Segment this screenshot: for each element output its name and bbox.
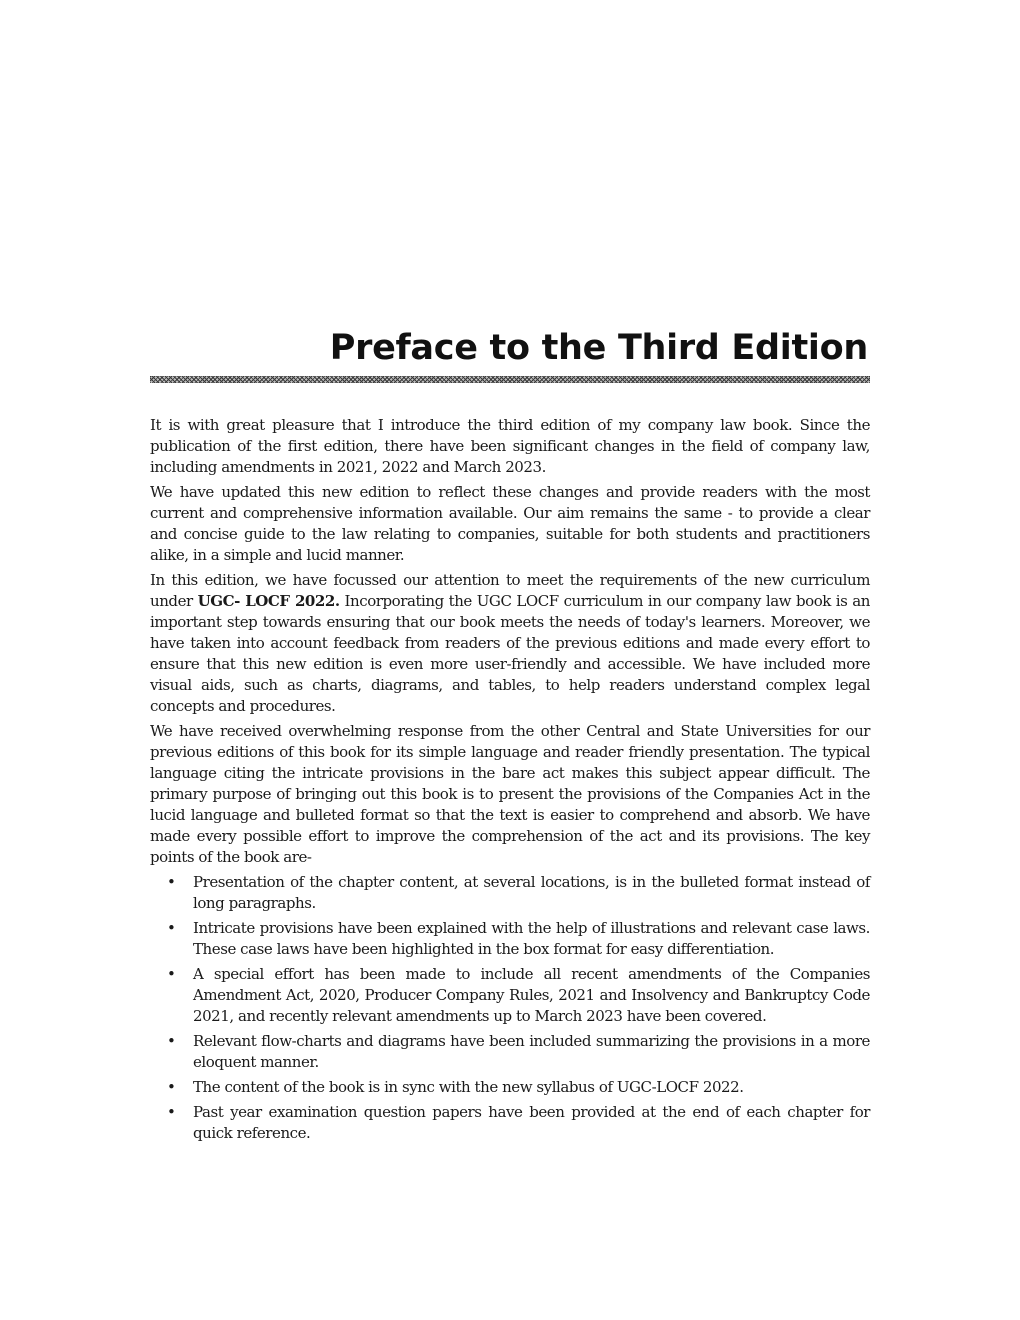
bullet-icon: • (167, 1032, 176, 1050)
list-item-text: Intricate provisions have been explained with the help of illustrations and relevant case laws. These case laws have been highlighted in the box format for easy differentiation. (193, 919, 870, 958)
list-item-text: A special effort has been made to include all recent amendments of the Companies Amendment Act, 2020, Producer Company Rules, 2021 and Insolvency and Bankruptcy Code 2021, and recently relevant amendments up to March 2023 have been covered. (193, 965, 870, 1025)
bullet-icon: • (167, 1103, 176, 1121)
curriculum-highlight: UGC- LOCF 2022. (197, 592, 340, 610)
list-item-text: Past year examination question papers have been provided at the end of each chapter for quick reference. (193, 1103, 870, 1142)
key-points-list (150, 872, 870, 1144)
list-item (150, 1102, 870, 1144)
title-divider (150, 376, 870, 383)
paragraph-curriculum (150, 570, 870, 717)
bullet-icon: • (167, 919, 176, 937)
list-item-text: The content of the book is in sync with the new syllabus of UGC-LOCF 2022. (193, 1078, 744, 1096)
list-item-text: Relevant flow-charts and diagrams have been included summarizing the provisions in a more eloquent manner. (193, 1032, 870, 1071)
paragraph-curriculum-text-end: Incorporating the UGC LOCF curriculum in our company law book is an important step towards ensuring that our book meets the needs of today's learners. Moreover, we have taken into account feedback from readers of the previous editions and made every effort to ensure that this new edition is even more user-friendly and accessible. We have included more visual aids, such as charts, diagrams, and tables, to help readers understand complex legal concepts and procedures. (150, 592, 870, 715)
page-title: Preface to the Third Edition (329, 328, 868, 368)
preface-body (150, 415, 870, 1144)
bullet-icon: • (167, 873, 176, 891)
paragraph-response: We have received overwhelming response from the other Central and State Universities for our previous editions of this book for its simple language and reader friendly presentation. The typical language citing the intricate provisions in the bare act makes this subject appear difficult. The primary purpose of bringing out this book is to present the provisions of the Companies Act in the lucid language and bulleted format so that the text is easier to comprehend and absorb. We have made every possible effort to improve the comprehension of the act and its provisions. The key points of the book are- (150, 722, 870, 866)
paragraph-updates: We have updated this new edition to reflect these changes and provide readers with the most current and comprehensive information available. Our aim remains the same - to provide a clear and concise guide to the law relating to companies, suitable for both students and practitioners alike, in a simple and lucid manner. (150, 483, 870, 564)
list-item (150, 1031, 870, 1073)
list-item-text: Presentation of the chapter content, at several locations, is in the bulleted format instead of long paragraphs. (193, 873, 870, 912)
paragraph-curriculum-text-start: In this edition, we have focussed our attention to meet the requirements of the new curriculum under (150, 571, 870, 610)
bullet-icon: • (167, 965, 176, 983)
bullet-icon: • (167, 1078, 176, 1096)
list-item (150, 1077, 870, 1098)
paragraph-intro: It is with great pleasure that I introduce the third edition of my company law book. Since the publication of the first edition, there have been significant changes in the field of company law, including amendments in 2021, 2022 and March 2023. (150, 416, 870, 476)
list-item (150, 964, 870, 1027)
preface-page (150, 322, 870, 1148)
list-item (150, 872, 870, 914)
list-item (150, 918, 870, 960)
